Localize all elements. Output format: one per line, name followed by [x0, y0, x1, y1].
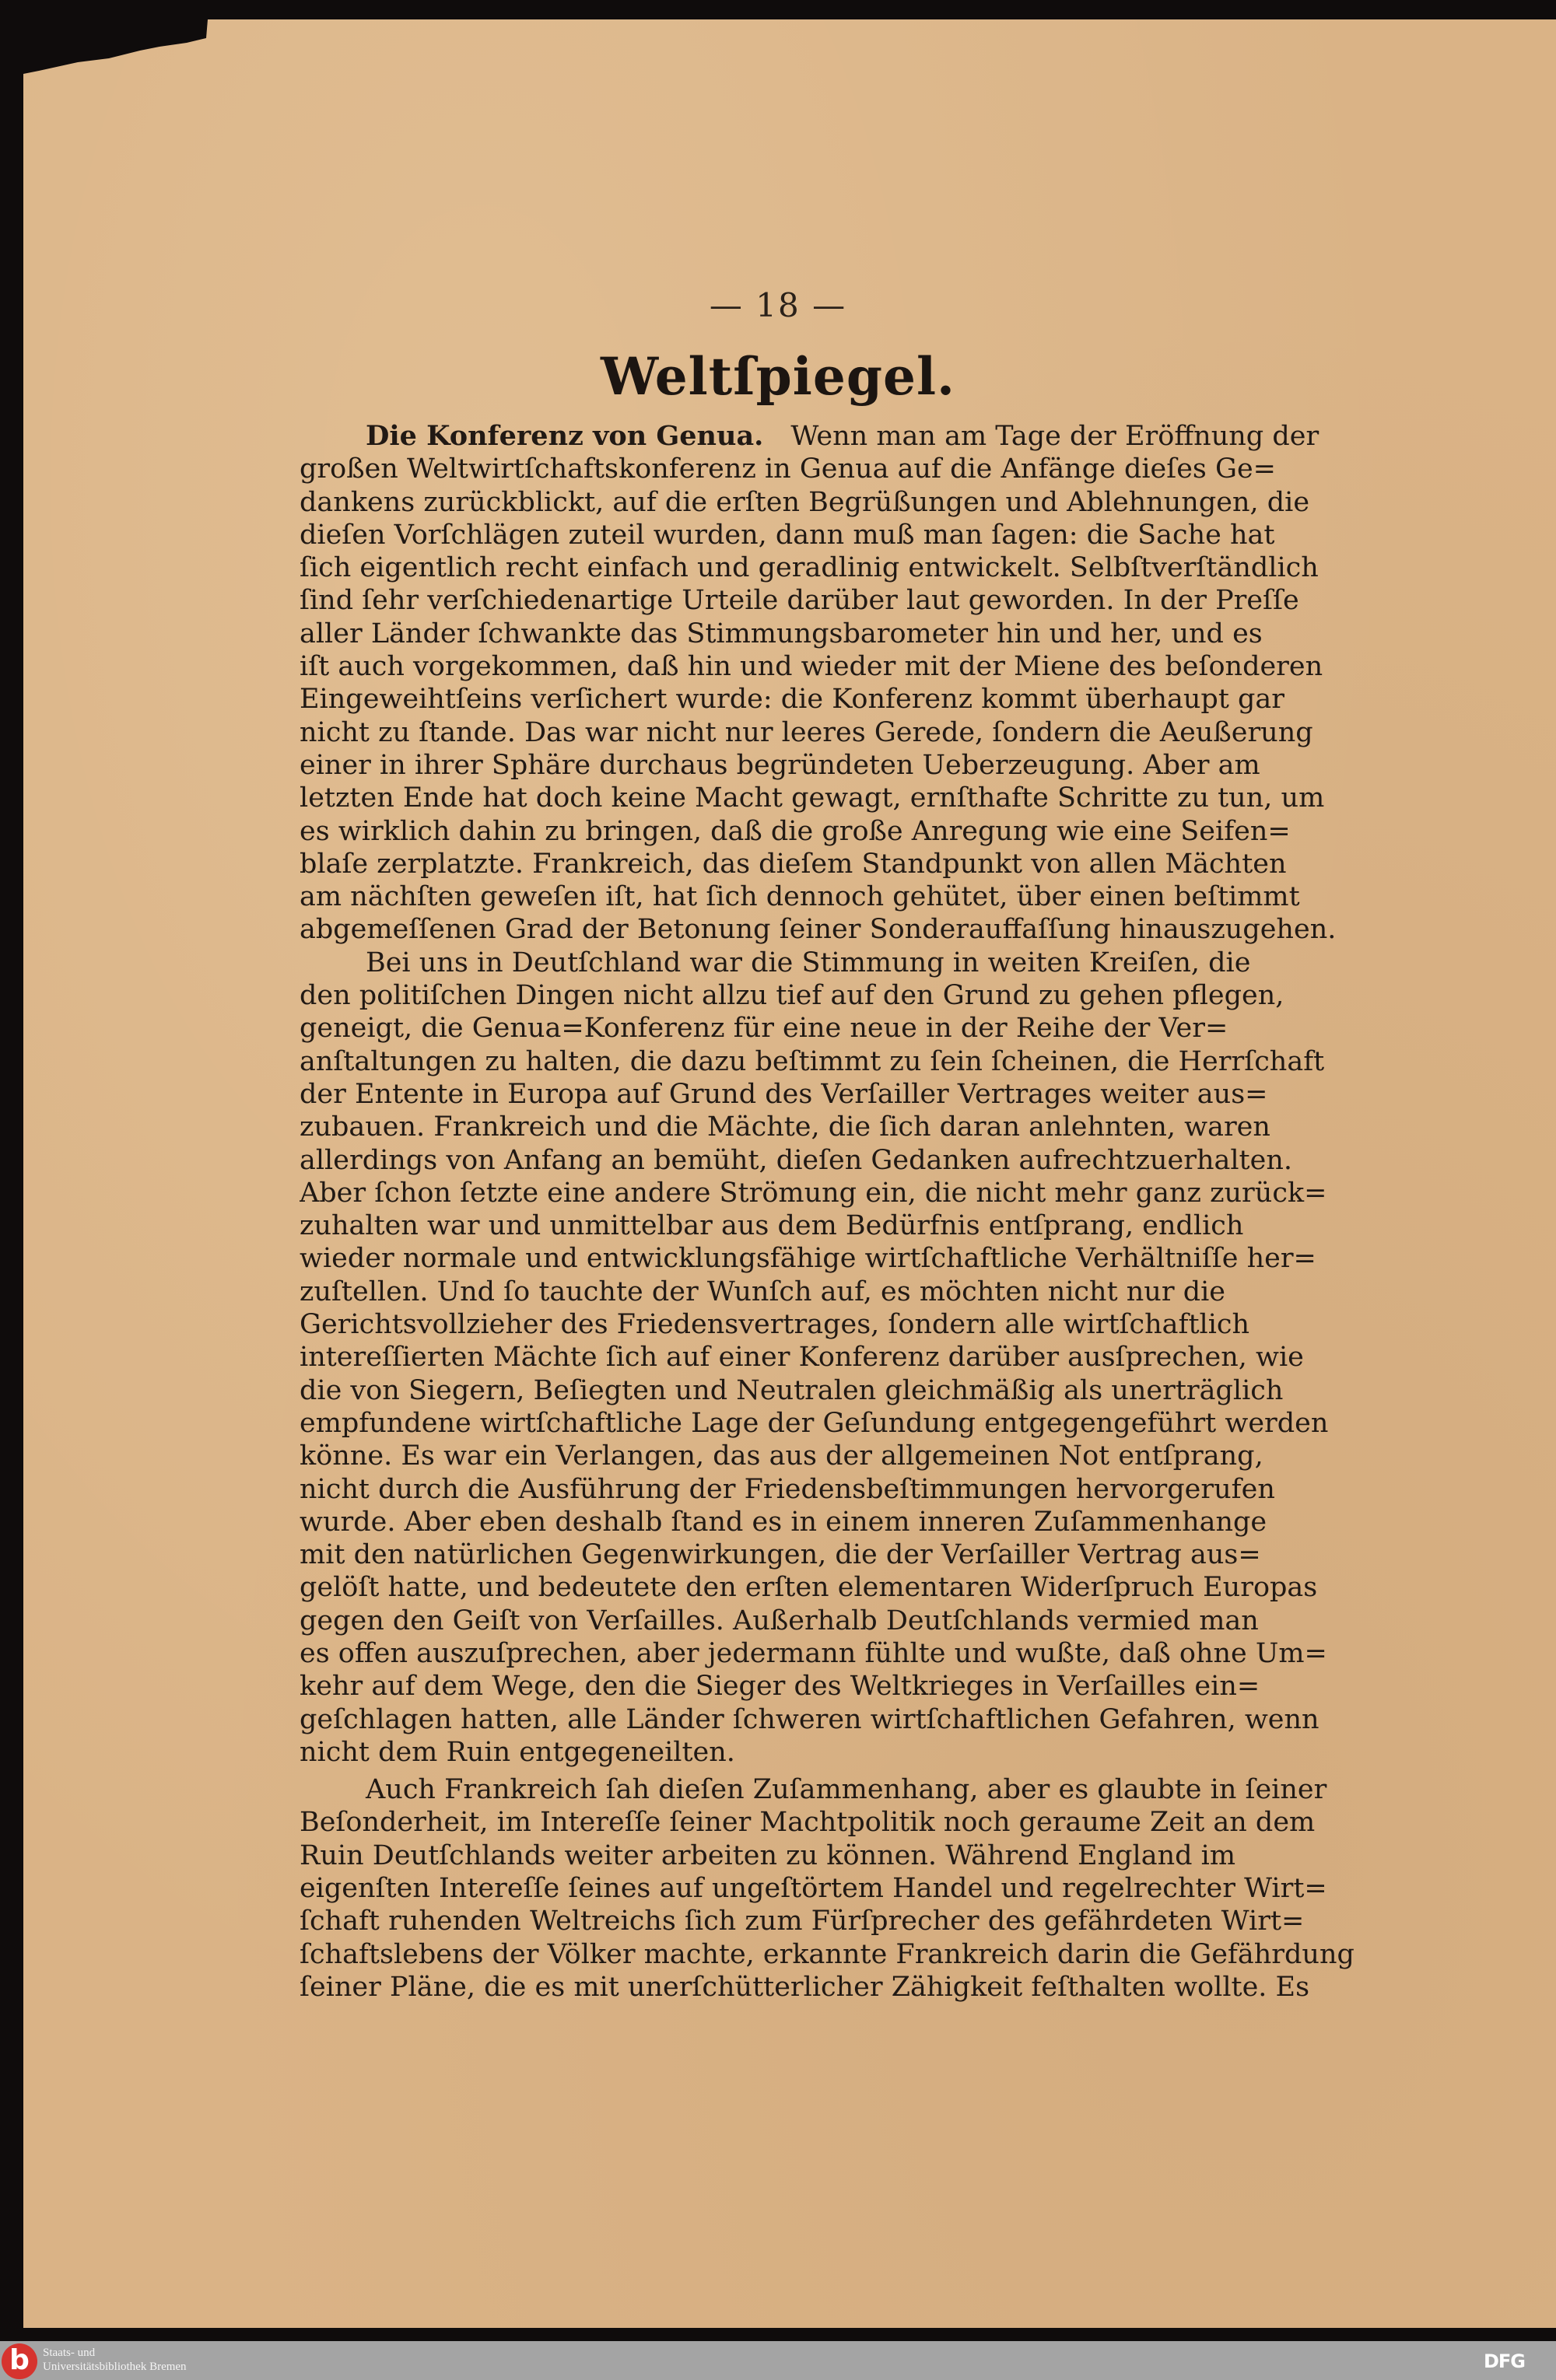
text-line: anſtaltungen zu halten, die dazu beſtimmt zu ſein ſcheinen, die Herrſchaft: [300, 1045, 1325, 1077]
text-line: wieder normale und entwicklungsfähige wirtſchaftliche Verhältniſſe her=: [300, 1243, 1316, 1275]
text-line: Bei uns in Deutſchland war die Stimmung in weiten Kreiſen, die: [366, 947, 1251, 978]
text-line: ſchaftslebens der Völker machte, erkannte Frankreich darin die Gefährdung: [300, 1938, 1354, 1970]
text-line: blaſe zerplatzte. Frankreich, das dieſem Standpunkt von allen Mächten: [300, 848, 1287, 880]
viewer-footer-bar: [0, 2341, 1556, 2380]
text-line: Eingeweihtſeins verſichert wurde: die Konferenz kommt überhaupt gar: [300, 684, 1285, 716]
text-line: gelöſt hatte, und bedeutete den erſten elementaren Widerſpruch Europas: [300, 1572, 1318, 1604]
text-line: intereſſierten Mächte ſich auf einer Konferenz darüber ausſprechen, wie: [300, 1342, 1304, 1374]
text-line: ſich eigentlich recht einfach und geradlinig entwickelt. Selbſtverſtändlich: [300, 552, 1319, 584]
text-line: ſeiner Pläne, die es mit unerſchütterlicher Zähigkeit feſthalten wollte. Es: [300, 1971, 1310, 2003]
text-line: eigenſten Intereſſe ſeines auf ungeſtörtem Handel und regelrechter Wirt=: [300, 1873, 1327, 1905]
text-line: nicht durch die Ausführung der Friedensbeſtimmungen hervorgerufen: [300, 1473, 1275, 1505]
article-body: [300, 420, 1429, 2004]
text-line: wurde. Aber eben deshalb ſtand es in einem inneren Zuſammenhange: [300, 1506, 1267, 1538]
library-logo-icon: b: [2, 2343, 37, 2379]
text-line: zubauen. Frankreich und die Mächte, die ſich daran anlehnten, waren: [300, 1111, 1270, 1143]
text-line: zuſtellen. Und ſo tauchte der Wunſch auf, es möchten nicht nur die: [300, 1276, 1226, 1307]
text-line: den politiſchen Dingen nicht allzu tief auf den Grund zu gehen pflegen,: [300, 980, 1284, 1012]
text-line: letzten Ende hat doch keine Macht gewagt, ernſthafte Schritte zu tun, um: [300, 782, 1325, 814]
text-line: es offen auszuſprechen, aber jedermann fühlte und wußte, daß ohne Um=: [300, 1637, 1327, 1669]
text-line: iſt auch vorgekommen, daß hin und wieder mit der Miene des beſonderen: [300, 651, 1323, 683]
text-line: Beſonderheit, im Intereſſe ſeiner Machtpolitik noch geraume Zeit an dem: [300, 1807, 1316, 1839]
text-line: ſind ſehr verſchiedenartige Urteile darüber laut geworden. In der Preſſe: [300, 585, 1299, 617]
paragraph: [300, 947, 1429, 1769]
text-line: Gerichtsvollzieher des Friedensvertrages, ſondern alle wirtſchaftlich: [300, 1309, 1250, 1341]
text-line: großen Weltwirtſchaftskonferenz in Genua auf die Anfänge dieſes Ge=: [300, 453, 1277, 485]
text-line: abgemeſſenen Grad der Betonung ſeiner Sonderauffaſſung hinauszugehen.: [300, 914, 1337, 946]
text-line: geſchlagen hatten, alle Länder ſchweren wirtſchaftlichen Gefahren, wenn: [300, 1703, 1319, 1735]
dfg-logo: DFG: [1483, 2350, 1525, 2372]
text-line: der Entente in Europa auf Grund des Verſailler Vertrages weiter aus=: [300, 1078, 1268, 1110]
text-line: könne. Es war ein Verlangen, das aus der allgemeinen Not entſprang,: [300, 1440, 1263, 1472]
text-line: mit den natürlichen Gegenwirkungen, die der Verſailler Vertrag aus=: [300, 1539, 1261, 1571]
text-line: ſchaft ruhenden Weltreichs ſich zum Fürſprecher des gefährdeten Wirt=: [300, 1906, 1305, 1937]
text-line: empfundene wirtſchaftliche Lage der Geſundung entgegengeführt werden: [300, 1407, 1329, 1439]
paragraph: [300, 420, 1429, 947]
text-line: aller Länder ſchwankte das Stimmungsbarometer hin und her, und es: [300, 618, 1263, 649]
text-line: es wirklich dahin zu bringen, daß die große Anregung wie eine Seifen=: [300, 815, 1291, 847]
text-line: am nächſten geweſen iſt, hat ſich dennoch gehütet, über einen beſtimmt: [300, 881, 1300, 913]
text-line: Auch Frankreich ſah dieſen Zuſammenhang, aber es glaubte in ſeiner: [366, 1774, 1327, 1806]
text-line: die von Siegern, Beſiegten und Neutralen gleichmäßig als unerträglich: [300, 1374, 1284, 1406]
text-line: dieſen Vorſchlägen zuteil wurden, dann muß man ſagen: die Sache hat: [300, 519, 1275, 551]
page-number: — 18 —: [709, 286, 847, 324]
text-line: Ruin Deutſchlands weiter arbeiten zu können. Während England im: [300, 1839, 1236, 1871]
text-line: nicht zu ſtande. Das war nicht nur leeres Gerede, ſondern die Aeußerung: [300, 716, 1313, 748]
text-line: dankens zurückblickt, auf die erſten Begrüßungen und Ablehnungen, die: [300, 486, 1310, 518]
text-line: allerdings von Anfang an bemüht, dieſen Gedanken aufrechtzuerhalten.: [300, 1144, 1292, 1176]
section-title: Weltſpiegel.: [600, 346, 956, 407]
text-line: Die Konferenz von Genua. Wenn man am Tage der Eröffnung der: [366, 420, 1319, 452]
text-line: zuhalten war und unmittelbar aus dem Bedürfnis entſprang, endlich: [300, 1210, 1244, 1242]
text-line: kehr auf dem Wege, den die Sieger des Weltkrieges in Verſailles ein=: [300, 1671, 1260, 1703]
text-line: Aber ſchon ſetzte eine andere Strömung ein, die nicht mehr ganz zurück=: [300, 1177, 1327, 1209]
library-name: Staats- und Universitätsbibliothek Bremen: [43, 2347, 187, 2373]
text-line: geneigt, die Genua=Konferenz für eine neue in der Reihe der Ver=: [300, 1013, 1228, 1045]
paragraph-lead-in: Die Konferenz von Genua.: [366, 420, 764, 452]
paragraph: [300, 1773, 1429, 2004]
text-line: nicht dem Ruin entgegeneilten.: [300, 1736, 735, 1768]
text-line: einer in ihrer Sphäre durchaus begründeten Ueberzeugung. Aber am: [300, 749, 1260, 781]
text-line: gegen den Geiſt von Verſailles. Außerhalb Deutſchlands vermied man: [300, 1605, 1259, 1636]
